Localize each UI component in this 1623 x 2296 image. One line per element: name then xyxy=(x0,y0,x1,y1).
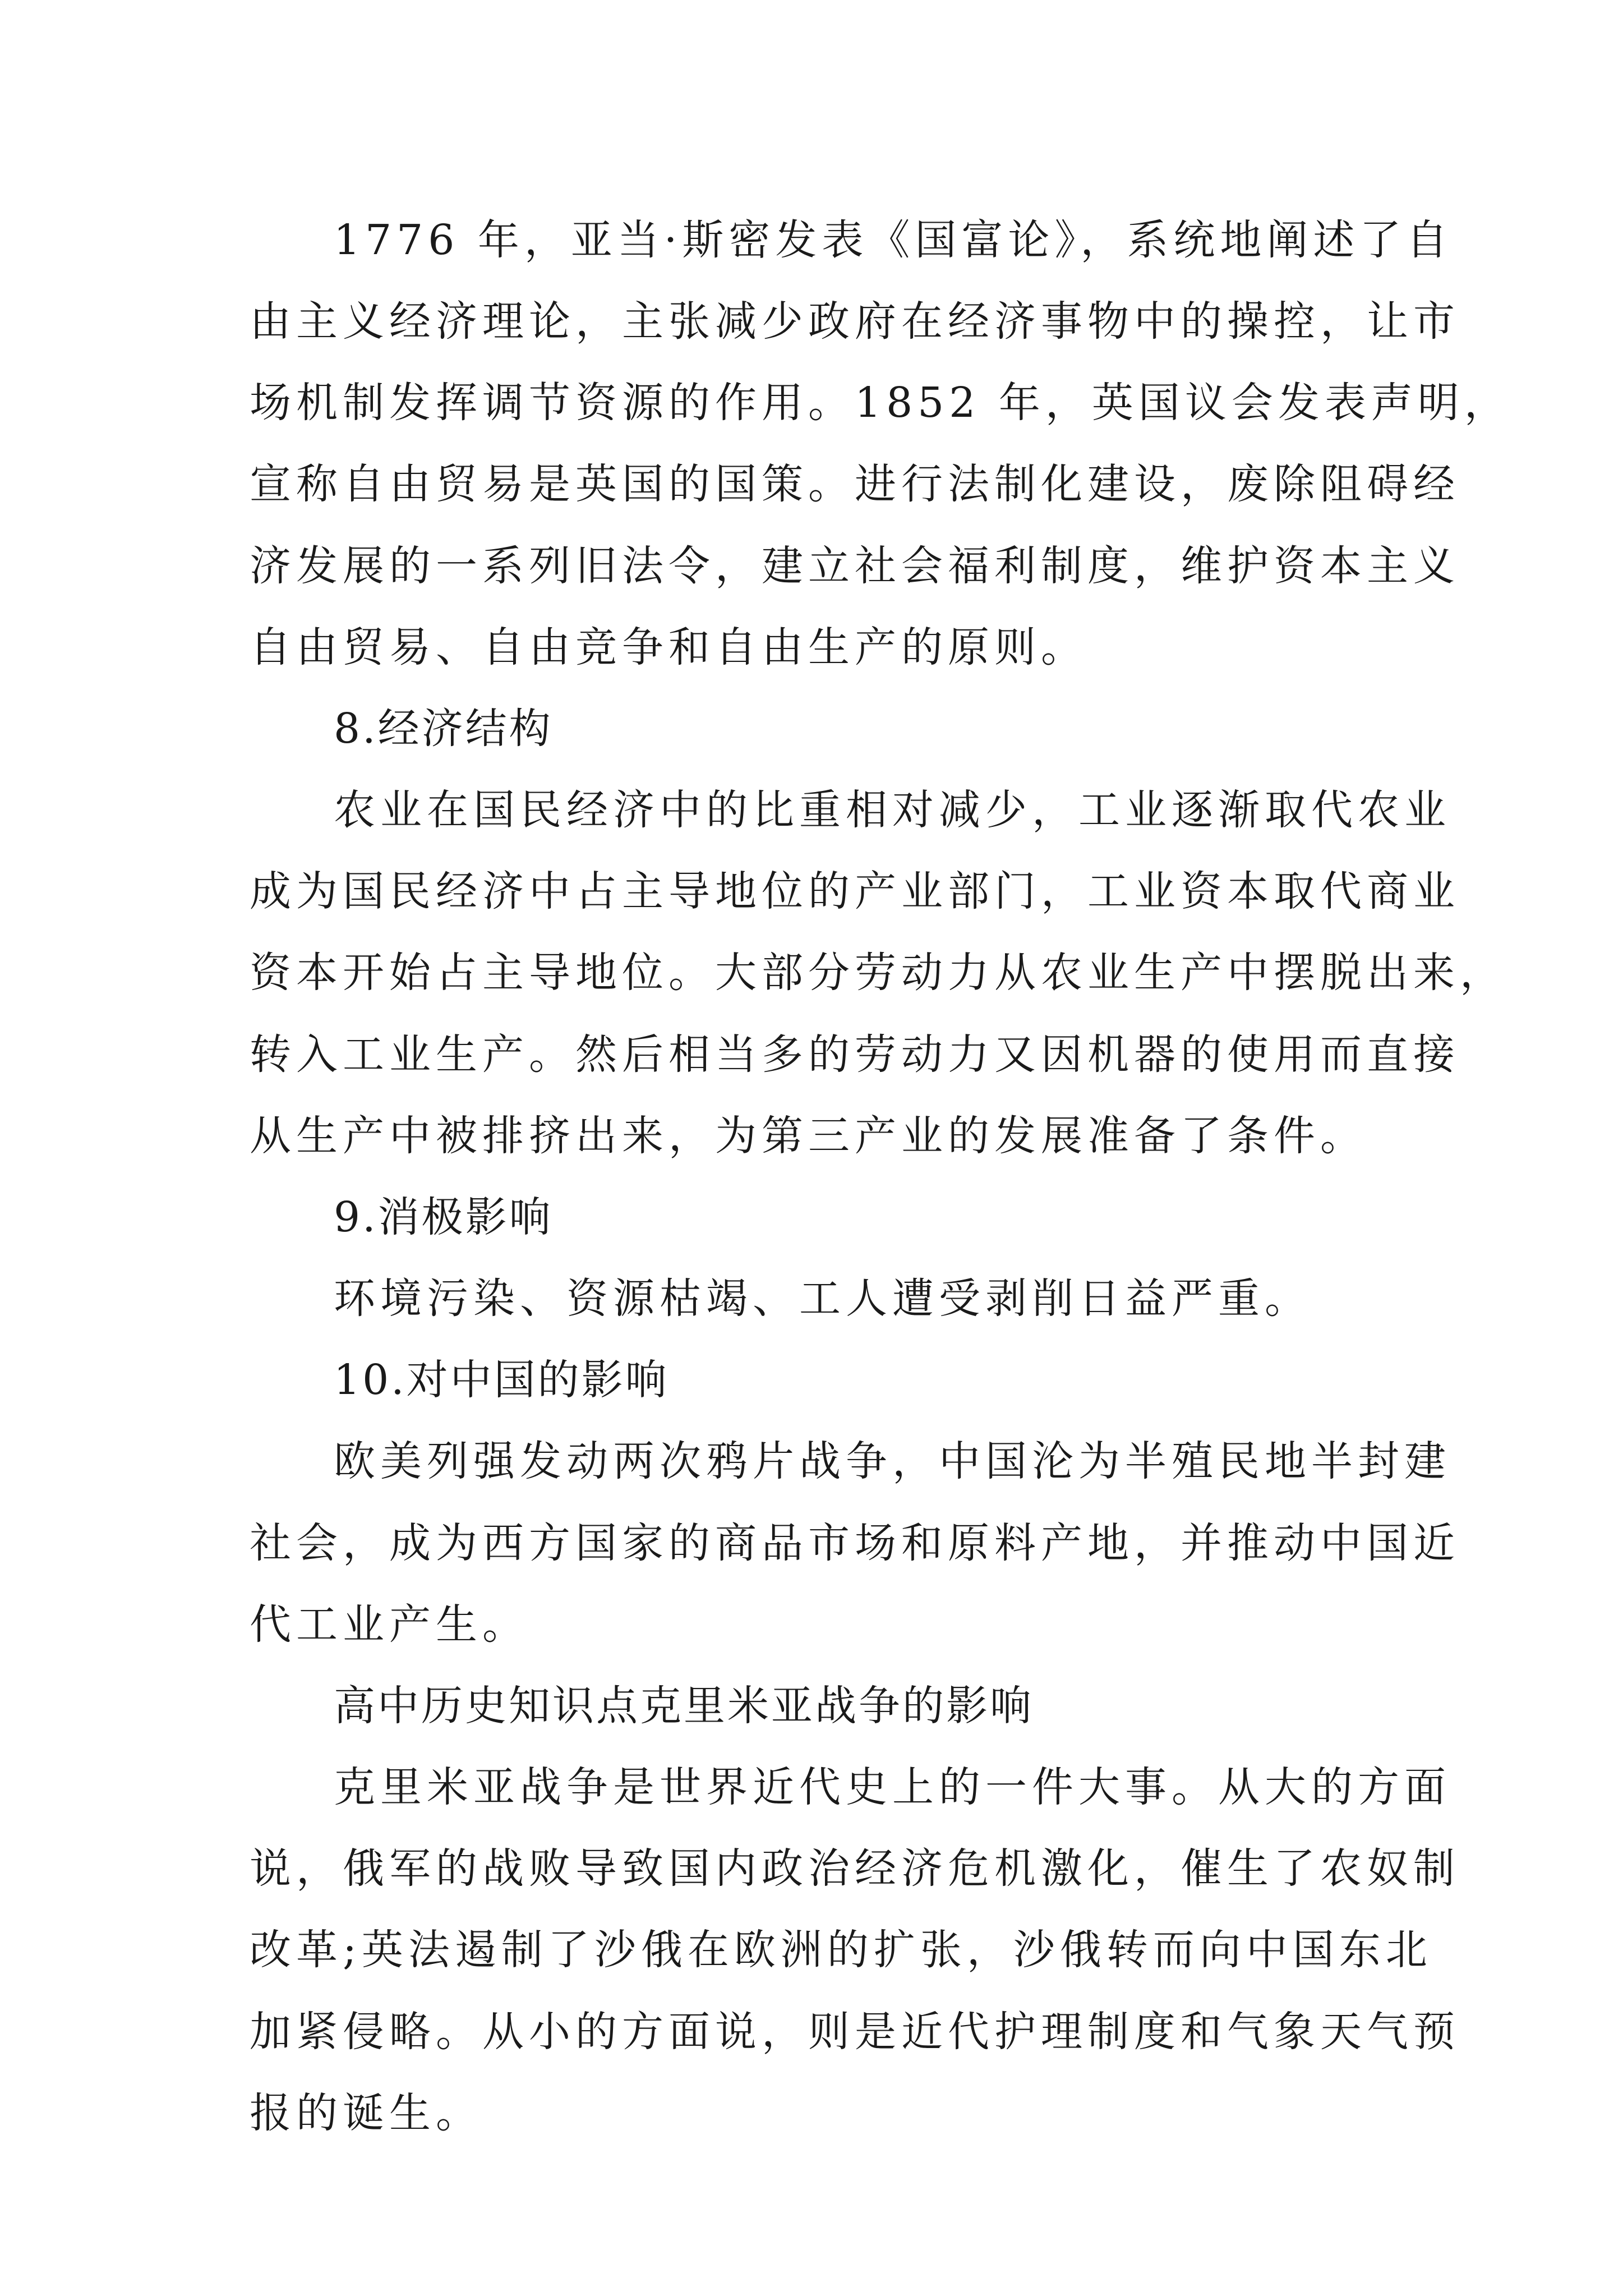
paragraph-line: 成为国民经济中占主导地位的产业部门，工业资本取代商业 xyxy=(250,867,1460,915)
paragraph-line: 由主义经济理论，主张减少政府在经济事物中的操控，让市 xyxy=(250,297,1460,346)
paragraph-line: 济发展的一系列旧法令，建立社会福利制度，维护资本主义 xyxy=(250,542,1460,590)
paragraph-line: 说，俄军的战败导致国内政治经济危机激化，催生了农奴制 xyxy=(250,1844,1460,1893)
paragraph-line: 改革;英法遏制了沙俄在欧洲的扩张，沙俄转而向中国东北 xyxy=(250,1926,1432,1974)
paragraph-line: 欧美列强发动两次鸦片战争，中国沦为半殖民地半封建 xyxy=(334,1437,1451,1485)
paragraph-line: 农业在国民经济中的比重相对减少，工业逐渐取代农业 xyxy=(334,786,1451,834)
paragraph-line: 1776 年，亚当·斯密发表《国富论》，系统地阐述了自 xyxy=(334,216,1453,264)
paragraph-line: 社会，成为西方国家的商品市场和原料产地，并推动中国近 xyxy=(250,1519,1460,1567)
paragraph-line: 代工业产生。 xyxy=(250,1600,529,1649)
paragraph-line: 自由贸易、自由竞争和自由生产的原则。 xyxy=(250,623,1087,671)
section-heading: 9.消极影响 xyxy=(334,1193,553,1241)
paragraph-line: 克里米亚战争是世界近代史上的一件大事。从大的方面 xyxy=(334,1763,1451,1811)
paragraph-line: 环境污染、资源枯竭、工人遭受剥削日益严重。 xyxy=(334,1274,1311,1323)
paragraph-line: 报的诞生。 xyxy=(250,2089,482,2137)
section-heading: 10.对中国的影响 xyxy=(334,1356,669,1404)
section-heading: 高中历史知识点克里米亚战争的影响 xyxy=(334,1682,1034,1730)
paragraph-line: 宣称自由贸易是英国的国策。进行法制化建设，废除阻碍经 xyxy=(250,460,1460,508)
paragraph-line: 从生产中被排挤出来，为第三产业的发展准备了条件。 xyxy=(250,1112,1367,1160)
section-heading: 8.经济结构 xyxy=(334,705,553,753)
paragraph-line: 场机制发挥调节资源的作用。1852 年，英国议会发表声明， xyxy=(250,379,1511,427)
paragraph-line: 资本开始占主导地位。大部分劳动力从农业生产中摆脱出来， xyxy=(250,949,1506,997)
paragraph-line: 加紧侵略。从小的方面说，则是近代护理制度和气象天气预 xyxy=(250,2008,1460,2056)
paragraph-line: 转入工业生产。然后相当多的劳动力又因机器的使用而直接 xyxy=(250,1030,1460,1079)
